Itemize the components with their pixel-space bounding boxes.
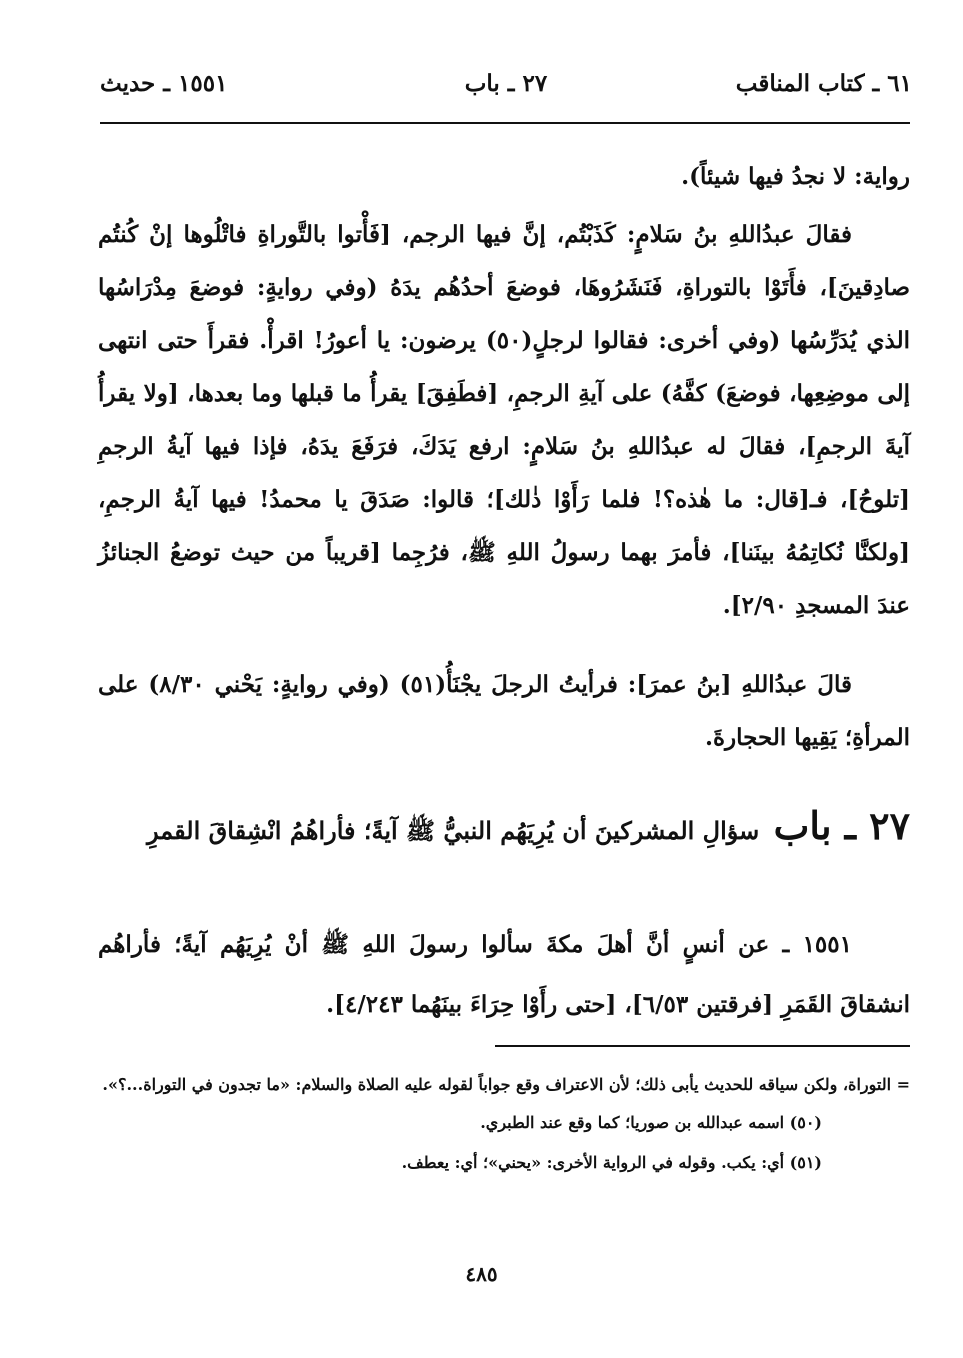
paragraph-continuation: رواية: لا نجدُ فيها شيئاً). [681,163,910,190]
footnote-divider [495,1045,910,1047]
header-chapter: ٢٧ ـ باب [464,70,548,97]
paragraph-ibn-umar: قالَ عبدُاللهِ [بنُ عمرَ]: فرأيتُ الرجلَ يجْنَأُ(٥١) (وفي روايةٍ: يَحْني ٨/٣٠) على المرأةِ؛ يَقِيها الحجارةَ. [98,671,910,751]
chapter-heading [98,795,910,862]
header-hadith-number: ١٥٥١ ـ حديث [100,70,228,97]
footnote-continuation: = التوراة، ولكن سياقه للحديث يأبى ذلك؛ لأن الاعتراف وقع جواباً لقوله عليه الصلاة والسلام: «ما تجدون في التوراة...؟». [102,1075,910,1094]
chapter-title: سؤالِ المشركينَ أن يُرِيَهُم النبيُّ ﷺ آيةً؛ فأراهُمُ انْشِقاقَ القمرِ [147,816,760,845]
chapter-number: ٢٧ ـ باب [773,803,910,848]
page-number: ٤٨٥ [465,1262,498,1286]
footnotes [88,1066,910,1183]
header-book-title: ٦١ ـ كتاب المناقب [735,70,912,97]
hadith-1551: ١٥٥١ ـ عن أنسٍ أنَّ أهلَ مكةَ سألوا رسولَ اللهِ ﷺ أنْ يُرِيَهُم آيةً؛ فأراهُم انشقاقَ القَمَرِ [فرقتين ٦/٥٣]، [حتى رأَوْا حِرَاءَ بينَهُما ٤/٢٤٣]. [98,931,910,1018]
footnote-50: (٥٠) اسمه عبدالله بن صوريا؛ كما وقع عند الطبري. [480,1113,822,1132]
footnote-51: (٥١) أي: يكب. وقوله في الرواية الأخرى: «يحني»؛ أي: يعطف. [401,1153,822,1172]
running-head [100,70,912,110]
header-divider [100,122,910,124]
paragraph-hadith-narration: فقالَ عبدُاللهِ بنُ سَلامٍ: كَذَبْتُم، إنَّ فيها الرجم، [فَأْتوا بالتَّوراةِ فاتْلُوها إنْ كُنتُم صادِقينَ]، فأَتَوْا بالتوراةِ، فَنَشَرُوهَا، فوضعَ أحدُهُم يدَهُ (وفي روايةٍ: فوضعَ مِدْرَاسُها الذي يُدَرِّسُها (وفي أخرى: فقالوا لرجلٍ(٥٠) يرضون: يا أعورُ! اقرأْ. فقرأَ حتى انتهى إلى موضِعِها، فوضعَ) كفَّهُ) على آيةِ الرجمِ، [فطَفِقَ] يقرأُ ما قبلها وما بعدها، [ولا يقرأُ آيةَ الرجمِ]، فقالَ له عبدُاللهِ بنُ سَلامٍ: ارفع يَدَكَ، فرَفَعَ يدَهُ، فإذا فيها آيةُ الرجمِ [تلوحُ]، فـ[قال: ما هٰذه؟! فلما رَأَوْا ذٰلك]؛ قالوا: صَدَقَ يا محمدُ! فيها آيةُ الرجمِ، [ولكنَّا نُكاتِمُهُ بينَنا]، فأمرَ بهما رسولُ اللهِ ﷺ، فرُجِما [قريباً من حيث توضعُ الجنائزُ عندَ المسجدِ ٢/٩٠]. [98,221,910,619]
